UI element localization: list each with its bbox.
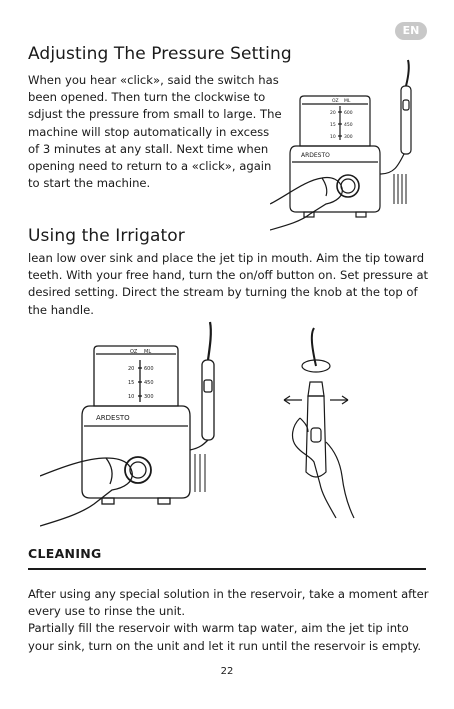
text-line: your sink, turn on the unit and let it run until the reservoir is empty. [28, 638, 422, 653]
scale-oz-value: 20 [128, 366, 135, 372]
device-brand-label: ARDESTO [301, 152, 330, 159]
scale-unit-oz: OZ [332, 99, 339, 104]
scale-ml-value: 600 [144, 366, 154, 372]
irrigator-usage-illustration [40, 320, 230, 530]
text-line: been opened. Then turn the clockwise to [28, 90, 266, 105]
page-number: 22 [220, 666, 234, 677]
text-line: every use to rinse the unit. [28, 604, 186, 619]
text-line: to start the machine. [28, 176, 151, 191]
scale-oz-value: 15 [128, 380, 135, 386]
scale-ml-value: 450 [144, 380, 154, 386]
scale-oz-value: 10 [330, 135, 336, 140]
text-line: Partially fill the reservoir with warm tap water, aim the jet tip into [28, 621, 409, 636]
section-text-pressure [28, 72, 288, 192]
text-line: teeth. With your free hand, turn the on/off button on. Set pressure at [28, 268, 429, 283]
scale-oz-value: 20 [330, 111, 336, 116]
text-line: opening need to return to a «click», again [28, 159, 272, 174]
text-line: sdjust the pressure from small to large. The [28, 107, 282, 122]
device-brand-label: ARDESTO [96, 414, 130, 422]
text-line: lean low over sink and place the jet tip in mouth. Aim the tip toward [28, 251, 425, 265]
scale-ml-value: 300 [144, 394, 154, 400]
section-text-irrigator [28, 250, 438, 319]
handle-rotation-illustration [262, 322, 372, 522]
scale-ml-value: 600 [344, 111, 353, 116]
text-line: After using any special solution in the reservoir, take a moment after [28, 587, 429, 601]
scale-oz-value: 10 [128, 394, 135, 400]
scale-unit-ml: ML [344, 99, 351, 104]
text-line: of 3 minutes at any stall. Next time when [28, 141, 269, 156]
text-line: the handle. [28, 302, 94, 317]
language-badge: EN [395, 22, 427, 40]
scale-unit-oz: OZ [130, 349, 138, 355]
section-divider [28, 568, 426, 570]
irrigator-knob-illustration [270, 54, 430, 234]
text-line: desired setting. Direct the stream by turning the knob at the top of [28, 285, 418, 300]
scale-ml-value: 300 [344, 135, 353, 140]
scale-unit-ml: ML [144, 349, 152, 355]
section-title-cleaning: CLEANING [28, 546, 102, 561]
section-title-irrigator: Using the Irrigator [28, 226, 185, 246]
section-title-pressure: Adjusting The Pressure Setting [28, 44, 292, 64]
scale-oz-value: 15 [330, 123, 336, 128]
text-line: When you hear «click», said the switch has [28, 73, 279, 87]
text-line: machine will stop automatically in excess [28, 124, 270, 139]
section-text-cleaning [28, 586, 438, 655]
scale-ml-value: 450 [344, 123, 353, 128]
